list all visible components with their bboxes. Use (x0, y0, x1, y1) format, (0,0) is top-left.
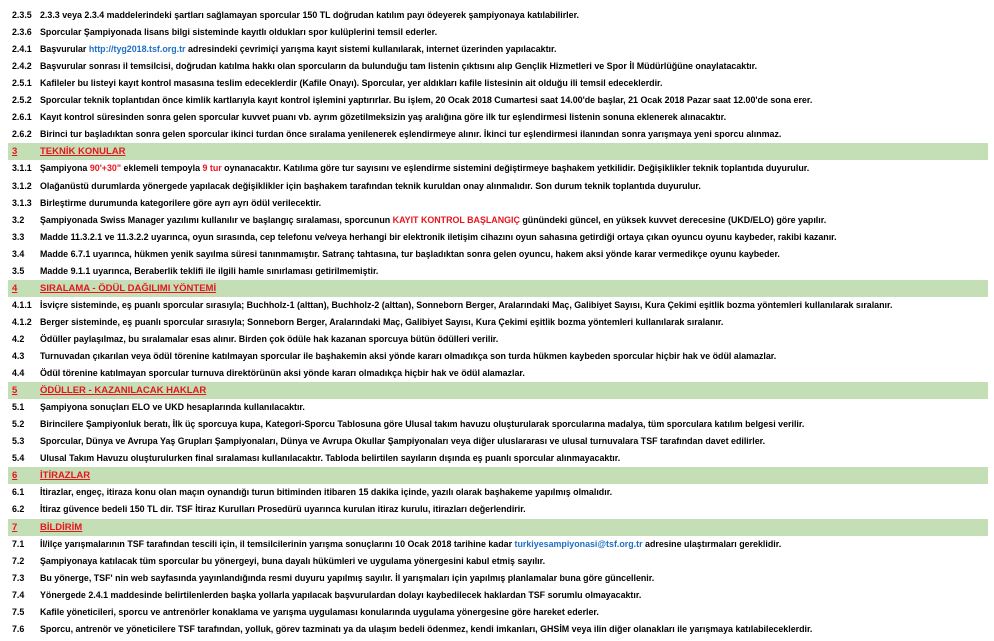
text-run: 2.3.3 veya 2.3.4 maddelerindeki şartları sağlamayan sporcular 150 TL doğrudan katılım payı ödeyerek şampiyonaya katılabilirler. (40, 10, 579, 20)
text-run: Sporcular Şampiyonada lisans bilgi sisteminde kayıtlı oldukları spor kulüplerini temsil ederler. (40, 27, 438, 38)
section-title (40, 519, 986, 536)
text-run: Kafile yöneticileri, sporcu ve antrenörler konaklama ve yarışma uygulaması konularında uygulama yönergesine göre hareket ederler. (40, 606, 599, 617)
clause-row (8, 587, 988, 604)
clause-text (40, 75, 986, 92)
text-run: adresindeki çevrimiçi yarışma kayıt sistemi kullanılarak, internet üzerinden yapılacaktır. (185, 44, 557, 55)
clause-row (8, 212, 988, 229)
highlight-text: 90'+30" (89, 163, 122, 174)
clause-text (40, 246, 986, 263)
clause-row (8, 297, 988, 314)
clause-number: 7.2 (12, 555, 25, 566)
link-text[interactable]: http://tyg2018.tsf.org.tr (88, 44, 186, 55)
clause-number: 7.6 (12, 623, 25, 634)
text-run: Sporcular teknik toplantıdan önce kimlik kartlarıyla kayıt kontrol işlemini yaptırırlar. Bu işlem, 20 Ocak 2018 Cumartesi saat 14.00'de başlar, 21 Ocak 2018 Pazar saat 12.00'de sona erer. (40, 95, 813, 106)
clause-text (40, 297, 986, 314)
clause-number: 7.1 (12, 538, 25, 549)
text-run: Madde 11.3.2.1 ve 11.3.2.2 uyarınca, oyun sırasında, cep telefonu ve/veya herhangi bir elektronik iletişim cihazını oyun sahasına getirdiği ortaya çıkan oyuncu oyunu kaybeder, rakibi kazanır. (40, 231, 837, 242)
clause-number: 5.2 (12, 419, 25, 430)
text-run: Birinci tur başladıktan sonra gelen sporcular ikinci turdan önce sıralama yenilenerek eşlendirmeye alınır. İkinci tur eşlendirmesi ilanından sonra yarışmaya yeni sporcu alınmaz. (40, 129, 782, 140)
text-run: Sporcu, antrenör ve yöneticilere TSF tarafından, yolluk, görev tazminatı ya da ulaşım bedeli ödenmez, kendi imkanları, GHSİM veya ilin diğer olanakları ile yarışmaya katılabileceklerdir. (40, 623, 813, 634)
clause-row (8, 365, 988, 382)
clause-row (8, 160, 988, 177)
clause-number: 2.4.2 (12, 61, 32, 72)
highlight-text: KAYIT KONTROL BAŞLANGIÇ (392, 214, 520, 225)
text-run: Birincilere Şampiyonluk beratı, İlk üç sporcuya kupa, Kategori-Sporcu Tablosuna göre Ulusal takım havuzu oluşturularak sporcularına madalya, tüm sporculara katılım belgesi verilir. (40, 419, 805, 430)
text-run: Madde 9.1.1 uyarınca, Beraberlik teklifi ile ilgili hamle sınırlaması getirilmemiştir. (40, 265, 379, 276)
text-run: Başvurular sonrası il temsilcisi, doğrudan katılma hakkı olan sporcuların da bulunduğu tam listenin çıktısını alıp Gençlik Hizmetleri ve Spor İl Müdürlüğüne onaylatacaktır. (40, 61, 758, 72)
text-run: Sporcular, Dünya ve Avrupa Yaş Grupları Şampiyonaları, Dünya ve Avrupa Okullar Şampiyonaları veya diğer uluslararası ve ulusal turnuvalara TSF tarafından davet edilirler. (40, 436, 766, 447)
clause-text (40, 178, 986, 195)
clause-row (8, 109, 988, 126)
text-run: İl/ilçe yarışmalarının TSF tarafından tescili için, il temsilcilerinin yarışma sonuçlarını 10 Ocak 2018 tarihine kadar (40, 538, 515, 549)
clause-text (40, 314, 986, 331)
clause-text (40, 570, 986, 587)
text-run: oynanacaktır. Katılıma göre tur sayısını ve eşlendirme sistemini değiştirmeye başhakem yetkilidir. Değişiklikler teknik toplantıda duyurulur. (221, 163, 810, 174)
clause-text (40, 553, 986, 570)
clause-row (8, 195, 988, 212)
clause-number: 6.1 (12, 487, 25, 498)
section-number: 3 (12, 146, 18, 158)
text-run: Başvurular (40, 44, 89, 55)
clause-number: 4.3 (12, 351, 25, 361)
clause-number: 3.3 (12, 231, 25, 242)
text-run: Şampiyonada Swiss Manager yazılımı kullanılır ve başlangıç sıralaması, sporcunun (40, 214, 393, 225)
text-run: Kayıt kontrol süresinden sonra gelen sporcular kuvvet puanı vb. ayrım gözetilmeksizin yaş aralığına göre ilk tur eşlendirmesi listenin sonuna eklenerek alınacaktır. (40, 112, 727, 123)
clause-number: 2.6.2 (12, 129, 32, 140)
section-title (40, 382, 986, 399)
clause-number: 3.1.3 (12, 197, 32, 208)
clause-text (40, 501, 986, 518)
clause-text (40, 331, 986, 348)
clause-number: 3.2 (12, 214, 25, 225)
clause-number: 5.4 (12, 453, 25, 464)
section-title (40, 467, 986, 484)
text-run: İTİRAZLAR (40, 470, 91, 482)
text-run: İsviçre sisteminde, eş puanlı sporcular sırasıyla; Buchholz-1 (alttan), Buchholz-2 (alttan), Sonneborn Berger, Aralarındaki Maç, Galibiyet Sayısı, Kura Çekimi eşitlik bozma yöntemleri kullanılarak sıralanır. (40, 299, 893, 310)
clause-number: 3.1.1 (12, 163, 32, 174)
text-run: Bu yönerge, TSF' nin web sayfasında yayınlandığında resmi duyuru yapılmış sayılır. İl yarışmaları için yapılmış planlamalar buna göre güncellenir. (40, 572, 655, 583)
clause-text (40, 604, 986, 621)
text-run: Şampiyona (40, 163, 90, 174)
clause-number: 7.5 (12, 606, 25, 617)
clause-text (40, 587, 986, 604)
clause-text (40, 365, 986, 382)
clause-number: 2.6.1 (12, 112, 32, 123)
clause-number: 6.2 (12, 504, 25, 515)
clause-text (40, 109, 986, 126)
clause-row (8, 536, 988, 553)
clause-text (40, 92, 986, 109)
clause-row (8, 348, 988, 365)
clause-text (40, 348, 986, 365)
clause-number: 5.1 (12, 402, 25, 413)
clause-row (8, 229, 988, 246)
text-run: Ulusal Takım Havuzu oluşturulurken final sıralaması kullanılacaktır. Tabloda belirtilen sayıların dışında eş puanlı sporcular alınmayacaktır. (40, 453, 621, 464)
text-run: Turnuvadan çıkarılan veya ödül törenine katılmayan sporcular ile başhakemin aksi yönde kararı olmadıkça son turda hükmen kaybeden sporcular hiçbir hak ve ödül alamazlar. (40, 351, 777, 361)
clause-text (40, 24, 986, 41)
clause-row (8, 126, 988, 143)
text-run: Şampiyona sonuçları ELO ve UKD hesaplarında kullanılacaktır. (40, 402, 305, 413)
text-run: TEKNİK KONULAR (40, 146, 126, 158)
clause-text (40, 621, 986, 638)
clause-text (40, 195, 986, 212)
section-heading-row (8, 280, 988, 297)
section-number: 4 (12, 282, 18, 294)
clause-number: 7.4 (12, 589, 25, 600)
clause-row (8, 24, 988, 41)
link-text[interactable]: turkiyesampiyonasi@tsf.org.tr (514, 538, 643, 549)
clause-row (8, 331, 988, 348)
clause-text (40, 450, 986, 467)
clause-row (8, 246, 988, 263)
text-run: İtirazlar, engeç, itiraza konu olan maçın oynandığı turun bitiminden itibaren 15 dakika içinde, yazılı olarak başhakeme yapılmış olmalıdır. (40, 487, 613, 498)
text-run: Yönergede 2.4.1 maddesinde belirtilenlerden başka yollarla yapılacak başvurulardan dolayı kaybedilecek haklardan TSF sorumlu olmayacaktır. (40, 589, 642, 600)
clause-text (40, 7, 986, 24)
text-run: Berger sisteminde, eş puanlı sporcular sırasıyla; Sonneborn Berger, Aralarındaki Maç, Galibiyet Sayısı, Kura Çekimi eşitlik bozma yöntemleri kullanılarak sıralanır. (40, 316, 724, 327)
clause-row (8, 484, 988, 501)
clause-number: 2.4.1 (12, 44, 32, 55)
text-run: Ödüller paylaşılmaz, bu sıralamalar esas alınır. Birden çok ödüle hak kazanan sporcuya bütün ödülleri verilir. (40, 333, 499, 344)
clause-number: 2.3.6 (12, 27, 32, 38)
text-run: günündeki güncel, en yüksek kuvvet derecesine (UKD/ELO) göre yapılır. (519, 214, 827, 225)
clause-text (40, 58, 986, 75)
highlight-text: 9 tur (202, 163, 222, 174)
clause-row (8, 58, 988, 75)
clause-number: 4.2 (12, 333, 25, 344)
clause-number: 3.5 (12, 265, 25, 276)
clause-text (40, 263, 986, 280)
clause-number: 4.1.2 (12, 316, 32, 327)
text-run: Madde 6.7.1 uyarınca, hükmen yenik sayılma süresi tanınmamıştır. Satranç tahtasına, tur başladıktan sonra gelen oyuncu, hakem aksi yönde karar vermedikçe oyunu kaybeder. (40, 248, 780, 259)
clause-row (8, 621, 988, 638)
clause-number: 5.3 (12, 436, 25, 447)
section-number: 6 (12, 470, 18, 482)
clause-text (40, 212, 986, 229)
clause-number: 2.5.2 (12, 95, 32, 106)
text-run: Olağanüstü durumlarda yönergede yapılacak değişiklikler için başhakem tarafından teknik kuruldan onay alınmalıdır. Son durum teknik toplantıda duyurulur. (40, 180, 701, 191)
text-run: İtiraz güvence bedeli 150 TL dir. TSF İtiraz Kurulları Prosedürü uyarınca kurulan itiraz kurulu, itirazları değerlendirir. (40, 504, 526, 515)
clause-row (8, 178, 988, 195)
clause-row (8, 433, 988, 450)
clause-text (40, 160, 986, 177)
text-run: SIRALAMA - ÖDÜL DAĞILIMI YÖNTEMİ (40, 282, 217, 294)
section-number: 5 (12, 385, 18, 397)
clause-number: 2.3.5 (12, 10, 32, 20)
clause-row (8, 263, 988, 280)
clause-row (8, 314, 988, 331)
clause-number: 2.5.1 (12, 78, 32, 89)
text-run: Kafileler bu listeyi kayıt kontrol masasına teslim edeceklerdir (Kafile Onayı). Sporcular, yer aldıkları kafile listesinin ait olduğu ili temsil edeceklerdir. (40, 78, 663, 89)
text-run: BİLDİRİM (40, 521, 83, 533)
clause-number: 4.1.1 (12, 299, 32, 310)
clause-number: 3.1.2 (12, 180, 32, 191)
clause-row (8, 416, 988, 433)
clause-number: 4.4 (12, 368, 25, 379)
clause-number: 7.3 (12, 572, 25, 583)
clause-row (8, 41, 988, 58)
clause-row (8, 450, 988, 467)
clause-row (8, 92, 988, 109)
text-run: Şampiyonaya katılacak tüm sporcular bu yönergeyi, buna dayalı hükümleri ve uygulama yönergesini kabul etmiş sayılır. (40, 555, 546, 566)
clause-text (40, 41, 986, 58)
text-run: Ödül törenine katılmayan sporcular turnuva direktörünün aksi yönde kararı olmadıkça hiçbir hak ve ödül alamazlar. (40, 368, 525, 379)
clause-text (40, 229, 986, 246)
clause-row (8, 604, 988, 621)
clause-text (40, 536, 986, 553)
text-run: ÖDÜLLER - KAZANILACAK HAKLAR (40, 385, 207, 397)
clause-text (40, 484, 986, 501)
clause-text (40, 433, 986, 450)
clause-text (40, 126, 986, 143)
section-heading-row (8, 382, 988, 399)
clause-row (8, 399, 988, 416)
clause-text (40, 399, 986, 416)
clause-number: 3.4 (12, 248, 25, 259)
clause-row (8, 570, 988, 587)
text-run: eklemeli tempoyla (121, 163, 203, 174)
clause-row (8, 7, 988, 24)
text-run: Birleştirme durumunda kategorilere göre ayrı ayrı ödül verilecektir. (40, 197, 322, 208)
section-heading-row (8, 143, 988, 160)
clause-text (40, 416, 986, 433)
section-heading-row (8, 467, 988, 484)
section-heading-row (8, 519, 988, 536)
clause-row (8, 501, 988, 518)
clause-row (8, 75, 988, 92)
clause-row (8, 553, 988, 570)
text-run: adresine ulaştırmaları gereklidir. (642, 538, 782, 549)
section-title (40, 280, 986, 297)
section-title (40, 143, 986, 160)
section-number: 7 (12, 521, 18, 533)
